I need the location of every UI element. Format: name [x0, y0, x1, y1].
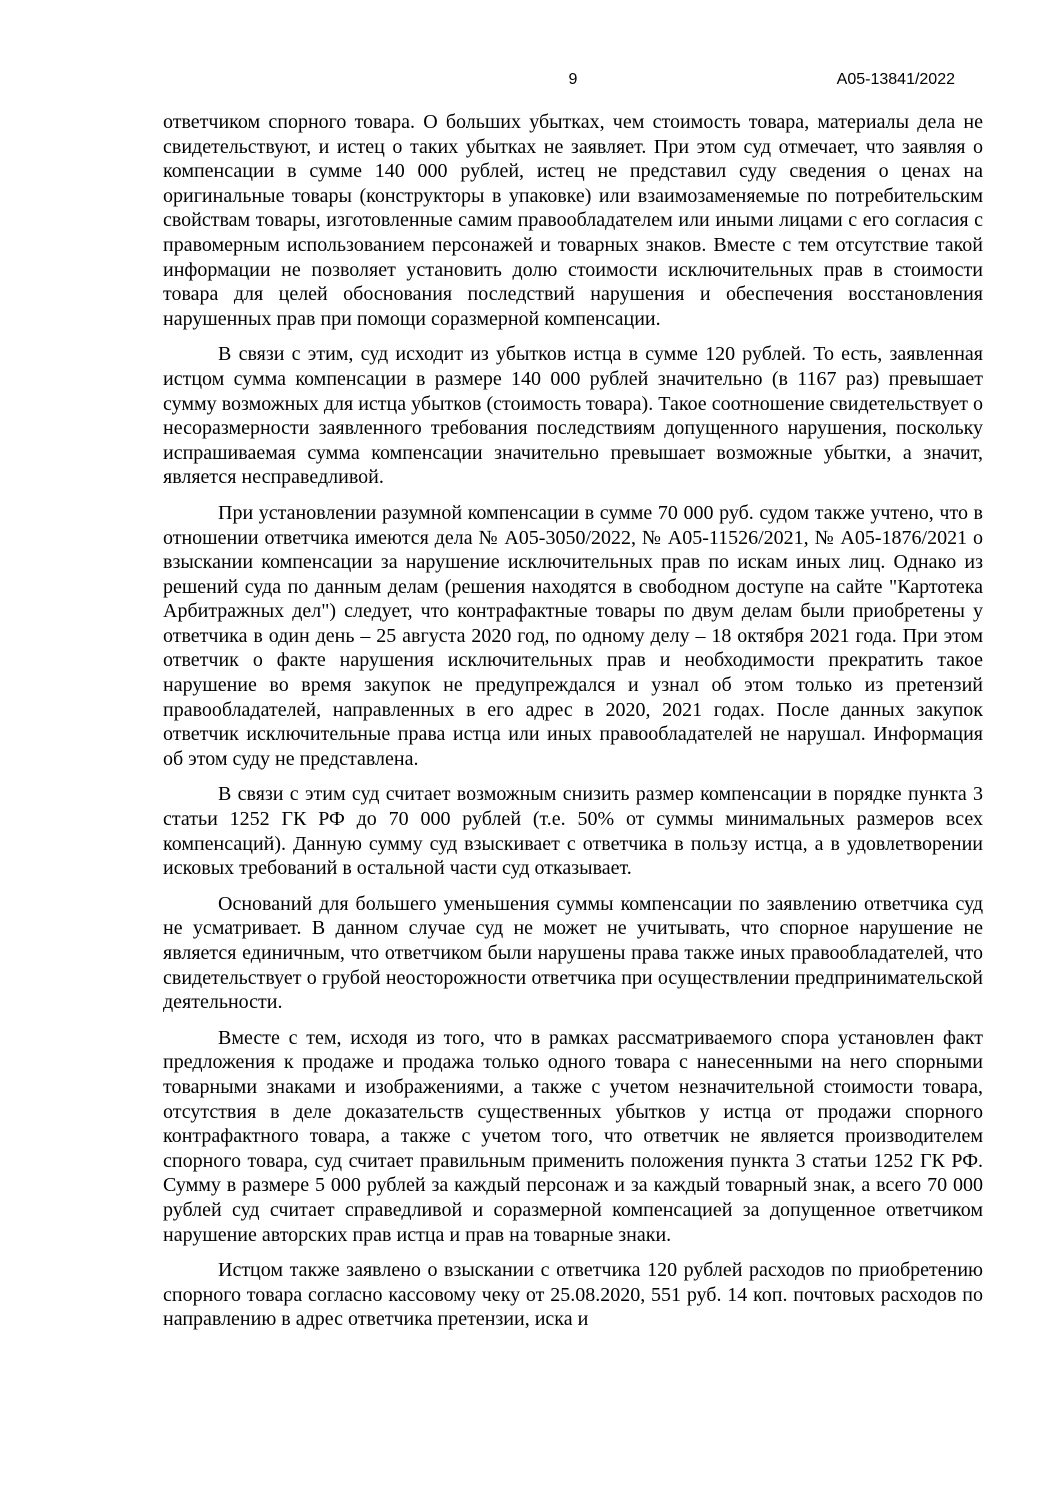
paragraph: В связи с этим, суд исходит из убытков истца в сумме 120 рублей. То есть, заявленная истцом сумма компенсации в размере 140 000 рублей значительно (в 1167 раз) превышает сумму возможных для истца убытков (стоимость товара). Такое соотношение свидетельствует о несоразмерности заявленного требования последствиям допущенного нарушения, поскольку испрашиваемая сумма компенсации значительно превышает возможные убытки, а значит, является несправедливой.: [163, 343, 983, 489]
page-number: 9: [568, 71, 578, 88]
paragraph-continuation: ответчиком спорного товара. О больших убытках, чем стоимость товара, материалы дела не свидетельствуют, и истец о таких убытках не заявляет. При этом суд отмечает, что заявляя о компенсации в сумме 140 000 рублей, истец не представил суду сведения о ценах на оригинальные товары (конструкторы в упаковке) или взаимозаменяемые по потребительским свойствам товары, изготовленные самим правообладателем или иными лицами с его согласия с правомерным использованием персонажей и товарных знаков. Вместе с тем отсутствие такой информации не позволяет установить долю стоимости исключительных прав в стоимости товара для целей обоснования последствий нарушения и обеспечения восстановления нарушенных прав при помощи соразмерной компенсации.: [163, 111, 983, 330]
paragraph: Истцом также заявлено о взыскании с ответчика 120 рублей расходов по приобретению спорного товара согласно кассовому чеку от 25.08.2020, 551 руб. 14 коп. почтовых расходов по направлению в адрес ответчика претензии, иска и: [163, 1259, 983, 1331]
paragraph: В связи с этим суд считает возможным снизить размер компенсации в порядке пункта 3 статьи 1252 ГК РФ до 70 000 рублей (т.е. 50% от суммы минимальных размеров всех компенсаций). Данную сумму суд взыскивает с ответчика в пользу истца, а в удовлетворении исковых требований в остальной части суд отказывает.: [163, 783, 983, 880]
case-number: А05-13841/2022: [836, 71, 955, 88]
document-body: [163, 110, 983, 1343]
paragraph: При установлении разумной компенсации в сумме 70 000 руб. судом также учтено, что в отношении ответчика имеются дела № А05-3050/2022, № А05-11526/2021, № А05-1876/2021 о взыскании компенсации за нарушение исключительных прав по искам иных лиц. Однако из решений суда по данным делам (решения находятся в свободном доступе на сайте "Картотека Арбитражных дел") следует, что контрафактные товары по двум делам были приобретены у ответчика в один день – 25 августа 2020 год, по одному делу – 18 октября 2021 года. При этом ответчик о факте нарушения исключительных прав и необходимости прекратить такое нарушение во время закупок не предупреждался и узнал об этом только из претензий правообладателей, направленных в его адрес в 2020, 2021 годах. После данных закупок ответчик исключительные права истца или иных правообладателей не нарушал. Информация об этом суду не представлена.: [163, 501, 983, 770]
paragraph: Оснований для большего уменьшения суммы компенсации по заявлению ответчика суд не усматривает. В данном случае суд не может не учитывать, что спорное нарушение не является единичным, что ответчиком были нарушены права также иных правообладателей, что свидетельствует о грубой неосторожности ответчика при осуществлении предпринимательской деятельности.: [163, 892, 983, 1014]
paragraph: Вместе с тем, исходя из того, что в рамках рассматриваемого спора установлен факт предложения к продаже и продажа только одного товара с нанесенными на него спорными товарными знаками и изображениями, а также с учетом незначительной стоимости товара, отсутствия в деле доказательств существенных убытков у истца от продажи спорного контрафактного товара, а также с учетом того, что ответчик не является производителем спорного товара, суд считает правильным применить положения пункта 3 статьи 1252 ГК РФ. Сумму в размере 5 000 рублей за каждый персонаж и за каждый товарный знак, а всего 70 000 рублей суд считает справедливой и соразмерной компенсацией за допущенное ответчиком нарушение авторских прав истца и прав на товарные знаки.: [163, 1026, 983, 1246]
page-header: [163, 70, 983, 92]
